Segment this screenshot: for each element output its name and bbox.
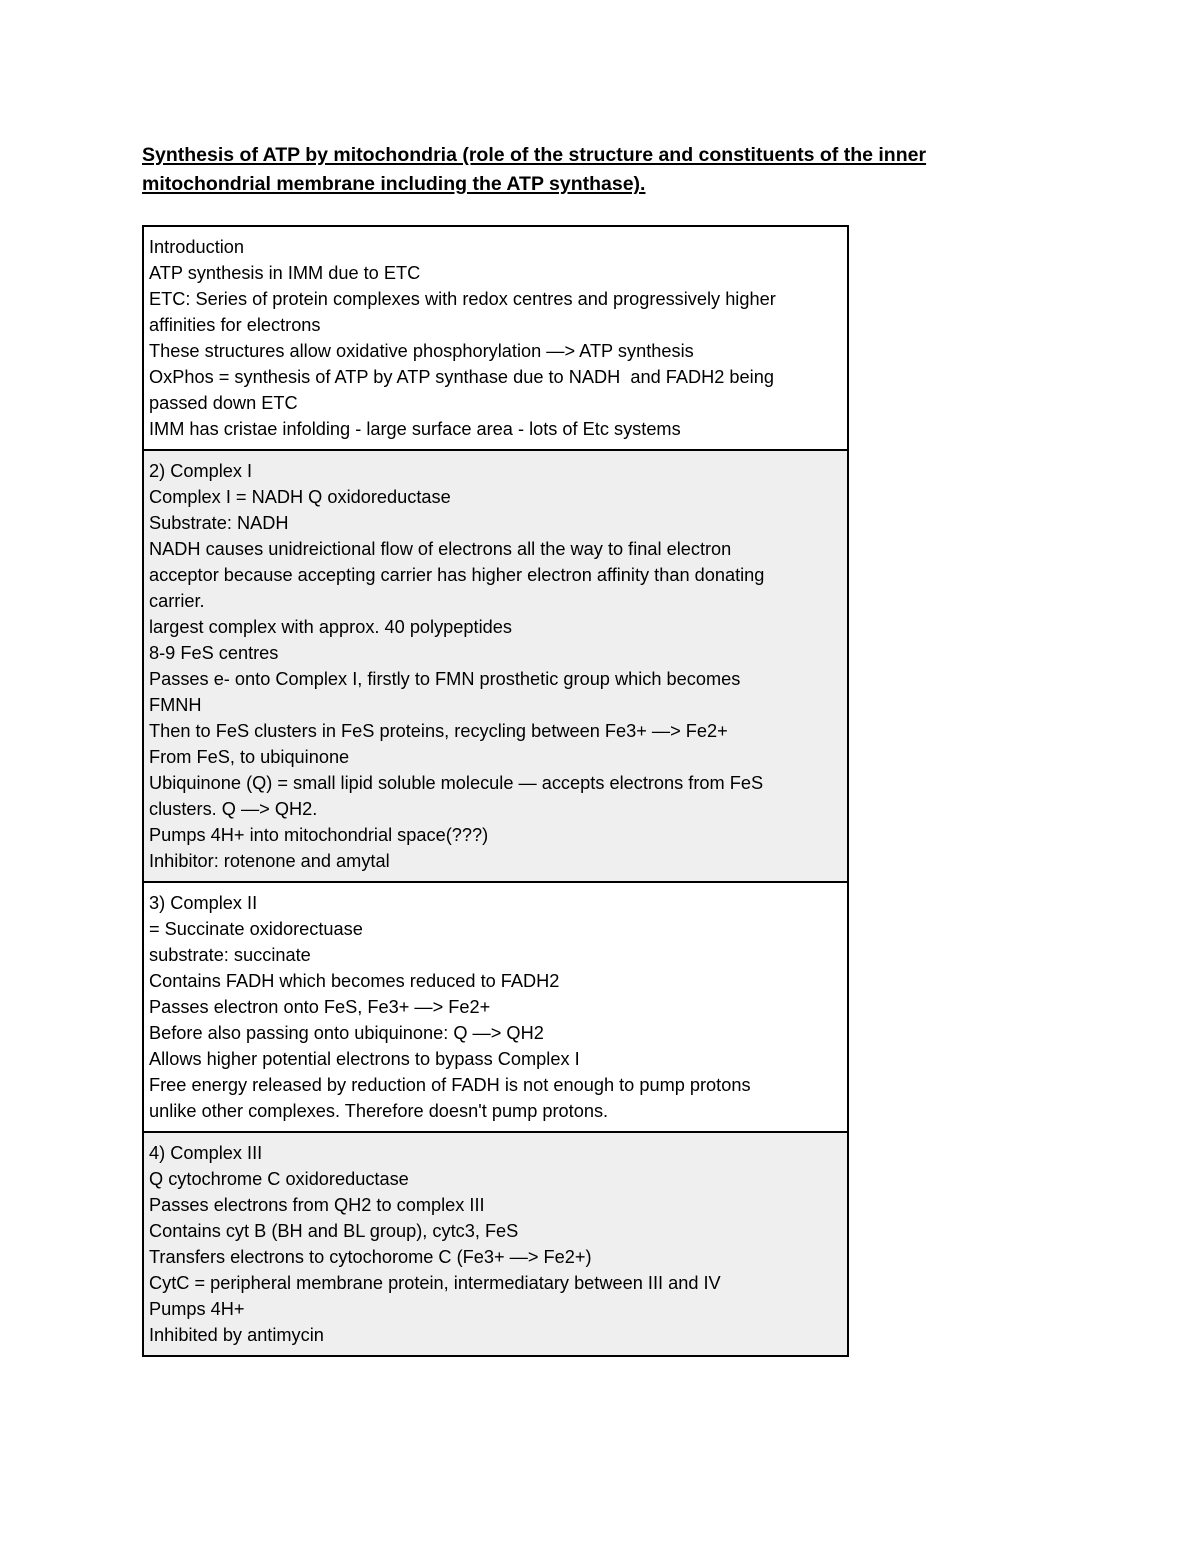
note-line: From FeS, to ubiquinone [149,747,350,767]
note-line: ETC: Series of protein complexes with redox centres and progressively higher [149,289,776,309]
section-heading: Introduction [149,237,245,257]
note-line: Passes e- onto Complex I, firstly to FMN prosthetic group which becomes [149,669,741,689]
document-title [142,141,1042,199]
note-line: Inhibitor: rotenone and amytal [149,851,390,871]
note-line: Passes electrons from QH2 to complex III [149,1195,485,1215]
note-line: Then to FeS clusters in FeS proteins, recycling between Fe3+ —> Fe2+ [149,721,728,741]
note-line: Allows higher potential electrons to bypass Complex I [149,1049,580,1069]
title-line-2: mitochondrial membrane including the ATP synthase). [142,173,646,195]
notes-table [142,225,849,1357]
section-complex-iii [144,1131,847,1355]
note-line: 8-9 FeS centres [149,643,279,663]
note-line: Complex I = NADH Q oxidoreductase [149,487,451,507]
note-line: affinities for electrons [149,315,321,335]
note-line: Free energy released by reduction of FADH is not enough to pump protons [149,1075,751,1095]
note-line: Pumps 4H+ into mitochondrial space(???) [149,825,489,845]
note-line: Before also passing onto ubiquinone: Q —> QH2 [149,1023,544,1043]
section-heading: 4) Complex III [149,1143,263,1163]
note-line: passed down ETC [149,393,298,413]
note-line: CytC = peripheral membrane protein, intermediatary between III and IV [149,1273,721,1293]
note-line: Transfers electrons to cytochorome C (Fe3+ —> Fe2+) [149,1247,592,1267]
note-line: Contains cyt B (BH and BL group), cytc3, FeS [149,1221,519,1241]
note-line: carrier. [149,591,205,611]
note-line: FMNH [149,695,202,715]
note-line: acceptor because accepting carrier has higher electron affinity than donating [149,565,765,585]
note-line: = Succinate oxidorectuase [149,919,363,939]
note-line: IMM has cristae infolding - large surface area - lots of Etc systems [149,419,681,439]
title-line-1: Synthesis of ATP by mitochondria (role of the structure and constituents of the inner [142,144,927,166]
section-heading: 3) Complex II [149,893,258,913]
note-line: clusters. Q —> QH2. [149,799,318,819]
section-complex-ii [144,881,847,1131]
note-line: substrate: succinate [149,945,311,965]
note-line: Substrate: NADH [149,513,289,533]
note-line: Ubiquinone (Q) = small lipid soluble molecule — accepts electrons from FeS [149,773,764,793]
note-line: Q cytochrome C oxidoreductase [149,1169,409,1189]
section-complex-i [144,449,847,881]
note-line: Contains FADH which becomes reduced to FADH2 [149,971,560,991]
note-line: Pumps 4H+ [149,1299,245,1319]
note-line: Inhibited by antimycin [149,1325,324,1345]
note-line: unlike other complexes. Therefore doesn't pump protons. [149,1101,609,1121]
note-line: OxPhos = synthesis of ATP by ATP synthase due to NADH and FADH2 being [149,367,774,387]
note-line: NADH causes unidreictional flow of electrons all the way to final electron [149,539,732,559]
section-introduction [144,227,847,449]
note-line: ATP synthesis in IMM due to ETC [149,263,421,283]
section-heading: 2) Complex I [149,461,253,481]
note-line: These structures allow oxidative phosphorylation —> ATP synthesis [149,341,694,361]
note-line: largest complex with approx. 40 polypeptides [149,617,512,637]
note-line: Passes electron onto FeS, Fe3+ —> Fe2+ [149,997,491,1017]
